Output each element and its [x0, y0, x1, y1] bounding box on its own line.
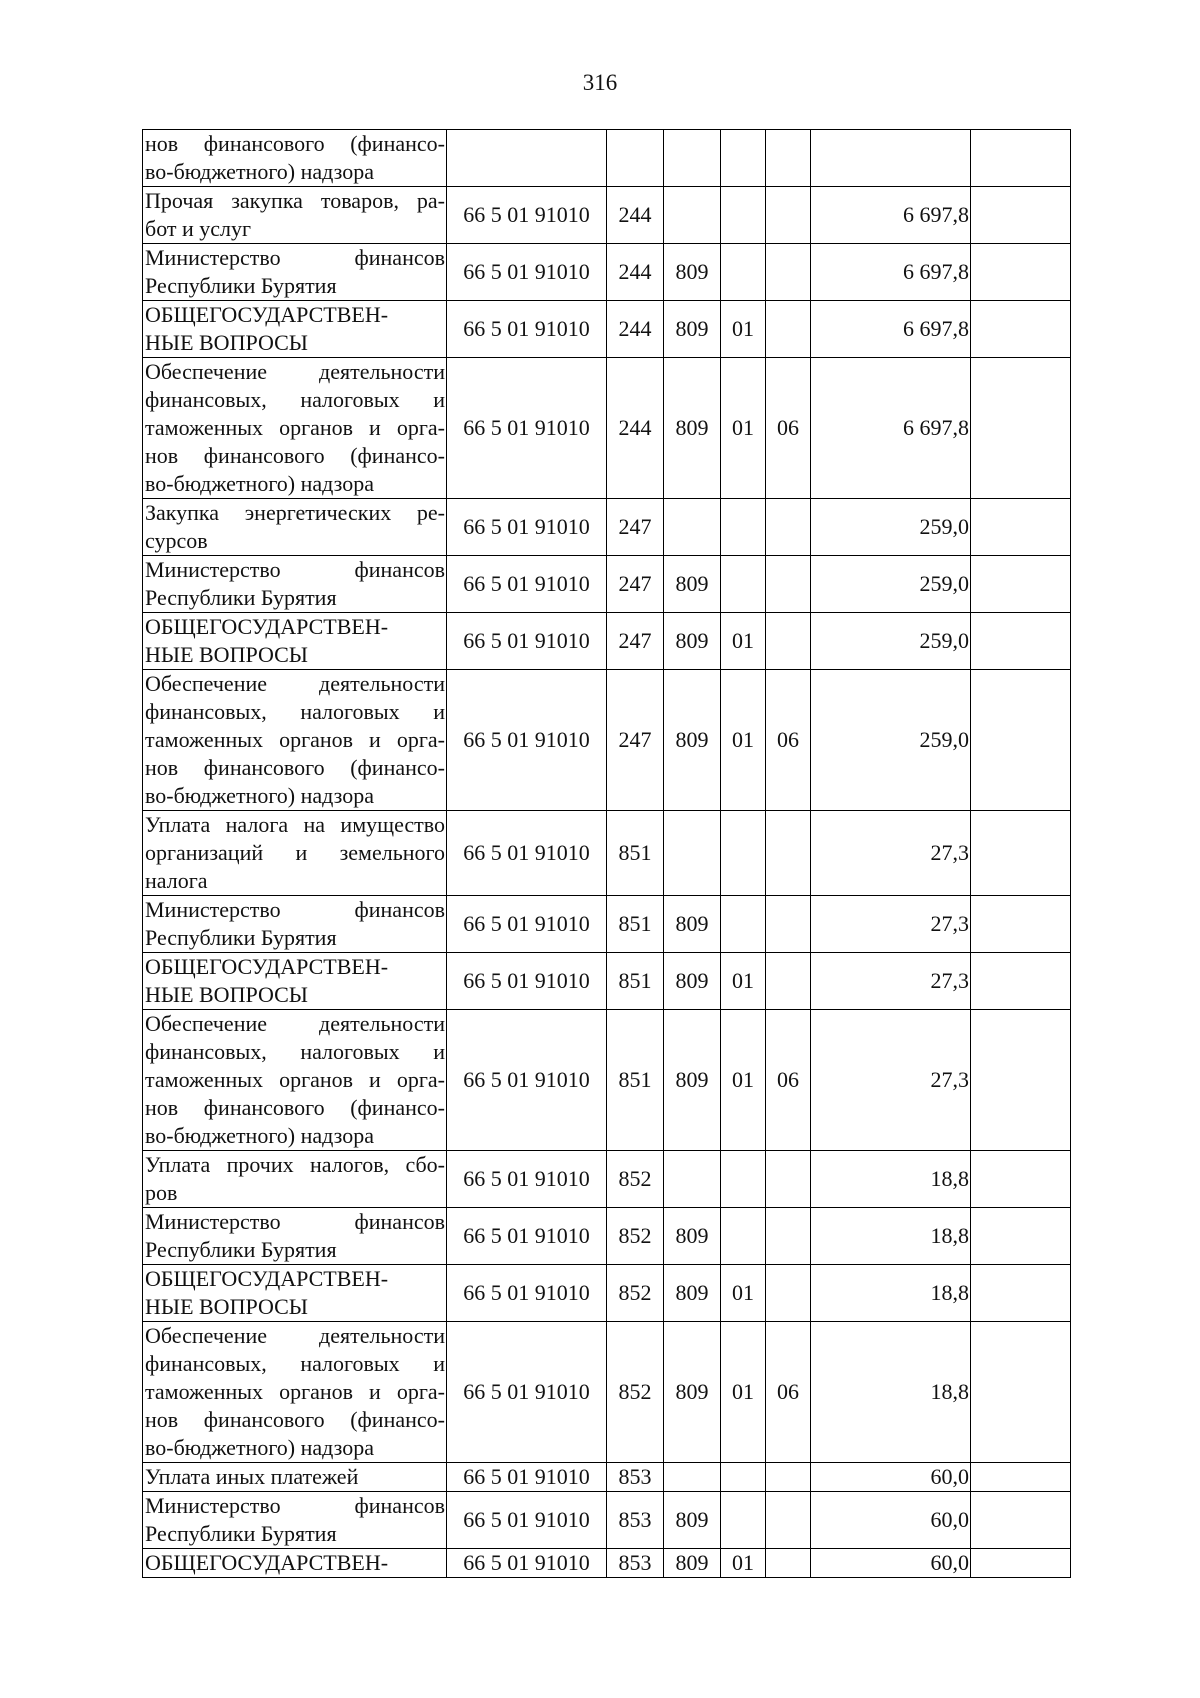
expense-type-cell: 247 — [607, 613, 664, 670]
ministry-code-cell — [664, 187, 721, 244]
amount-cell: 259,0 — [811, 670, 971, 811]
table-row — [143, 1265, 1071, 1322]
table-row — [143, 1492, 1071, 1549]
expense-type-cell: 853 — [607, 1463, 664, 1492]
item-name-line: финансовых, налоговых и — [145, 1351, 445, 1376]
target-article-cell: 66 5 01 91010 — [447, 613, 607, 670]
amount-cell: 259,0 — [811, 613, 971, 670]
subsection-cell — [766, 556, 811, 613]
table-row — [143, 187, 1071, 244]
subsection-cell — [766, 1492, 811, 1549]
section-cell: 01 — [721, 953, 766, 1010]
item-name-line: Обеспечение деятельности — [145, 1323, 445, 1348]
subsection-cell — [766, 499, 811, 556]
subsection-cell — [766, 130, 811, 187]
item-name-line: Министерство финансов — [145, 1209, 445, 1234]
table-row — [143, 1151, 1071, 1208]
target-article-cell: 66 5 01 91010 — [447, 953, 607, 1010]
subsection-cell: 06 — [766, 1322, 811, 1463]
section-cell: 01 — [721, 358, 766, 499]
item-name-line: нов финансового (финансо- — [145, 1407, 445, 1432]
expense-type-cell: 853 — [607, 1549, 664, 1578]
section-cell — [721, 130, 766, 187]
empty-cell — [971, 953, 1071, 1010]
section-cell — [721, 896, 766, 953]
item-name-cell — [143, 1208, 447, 1265]
empty-cell — [971, 301, 1071, 358]
section-cell — [721, 1151, 766, 1208]
item-name-line: нов финансового (финансо- — [145, 443, 445, 468]
item-name-line: Обеспечение деятельности — [145, 359, 445, 384]
section-cell — [721, 1208, 766, 1265]
expense-type-cell: 851 — [607, 953, 664, 1010]
expense-type-cell: 244 — [607, 358, 664, 499]
amount-cell: 259,0 — [811, 499, 971, 556]
empty-cell — [971, 187, 1071, 244]
item-name-line: Республики Бурятия — [145, 1237, 337, 1262]
expense-type-cell: 851 — [607, 1010, 664, 1151]
item-name-line: нов финансового (финансо- — [145, 131, 445, 156]
empty-cell — [971, 244, 1071, 301]
expense-type-cell: 852 — [607, 1208, 664, 1265]
item-name-cell — [143, 613, 447, 670]
expense-type-cell: 247 — [607, 556, 664, 613]
item-name-line: сурсов — [145, 528, 208, 553]
target-article-cell: 66 5 01 91010 — [447, 1492, 607, 1549]
subsection-cell — [766, 811, 811, 896]
target-article-cell: 66 5 01 91010 — [447, 1010, 607, 1151]
item-name-line: ОБЩЕГОСУДАРСТВЕН- — [145, 614, 389, 639]
target-article-cell: 66 5 01 91010 — [447, 811, 607, 896]
ministry-code-cell: 809 — [664, 1549, 721, 1578]
subsection-cell: 06 — [766, 670, 811, 811]
amount-cell: 6 697,8 — [811, 301, 971, 358]
amount-cell: 6 697,8 — [811, 358, 971, 499]
empty-cell — [971, 1463, 1071, 1492]
amount-cell: 18,8 — [811, 1322, 971, 1463]
section-cell — [721, 187, 766, 244]
item-name-line: Министерство финансов — [145, 897, 445, 922]
empty-cell — [971, 130, 1071, 187]
table-row — [143, 811, 1071, 896]
empty-cell — [971, 358, 1071, 499]
item-name-line: налога — [145, 868, 208, 893]
item-name-cell — [143, 1463, 447, 1492]
section-cell: 01 — [721, 1265, 766, 1322]
target-article-cell: 66 5 01 91010 — [447, 1322, 607, 1463]
amount-cell: 60,0 — [811, 1463, 971, 1492]
empty-cell — [971, 1208, 1071, 1265]
expense-type-cell: 853 — [607, 1492, 664, 1549]
item-name-cell — [143, 301, 447, 358]
target-article-cell: 66 5 01 91010 — [447, 1208, 607, 1265]
target-article-cell: 66 5 01 91010 — [447, 1265, 607, 1322]
budget-table — [142, 129, 1071, 1578]
section-cell — [721, 499, 766, 556]
item-name-cell — [143, 1322, 447, 1463]
item-name-cell — [143, 1492, 447, 1549]
table-row — [143, 953, 1071, 1010]
item-name-cell — [143, 499, 447, 556]
ministry-code-cell — [664, 1463, 721, 1492]
section-cell: 01 — [721, 670, 766, 811]
item-name-line: Министерство финансов — [145, 245, 445, 270]
item-name-line: Министерство финансов — [145, 557, 445, 582]
amount-cell: 6 697,8 — [811, 244, 971, 301]
ministry-code-cell: 809 — [664, 244, 721, 301]
table-row — [143, 130, 1071, 187]
item-name-line: бот и услуг — [145, 216, 252, 241]
target-article-cell: 66 5 01 91010 — [447, 358, 607, 499]
table-row — [143, 613, 1071, 670]
table-row — [143, 896, 1071, 953]
table-row — [143, 358, 1071, 499]
subsection-cell — [766, 1265, 811, 1322]
target-article-cell: 66 5 01 91010 — [447, 896, 607, 953]
item-name-cell — [143, 1549, 447, 1578]
subsection-cell: 06 — [766, 1010, 811, 1151]
section-cell — [721, 1492, 766, 1549]
table-body — [143, 130, 1071, 1578]
empty-cell — [971, 613, 1071, 670]
empty-cell — [971, 1322, 1071, 1463]
item-name-cell — [143, 1010, 447, 1151]
expense-type-cell: 852 — [607, 1322, 664, 1463]
ministry-code-cell: 809 — [664, 1010, 721, 1151]
amount-cell: 18,8 — [811, 1208, 971, 1265]
item-name-line: во-бюджетного) надзора — [145, 1123, 374, 1148]
subsection-cell — [766, 1151, 811, 1208]
amount-cell: 18,8 — [811, 1151, 971, 1208]
subsection-cell — [766, 301, 811, 358]
item-name-line: Республики Бурятия — [145, 925, 337, 950]
amount-cell: 27,3 — [811, 896, 971, 953]
ministry-code-cell: 809 — [664, 556, 721, 613]
amount-cell: 60,0 — [811, 1492, 971, 1549]
table-row — [143, 1010, 1071, 1151]
expense-type-cell: 244 — [607, 301, 664, 358]
amount-cell — [811, 130, 971, 187]
ministry-code-cell: 809 — [664, 1322, 721, 1463]
ministry-code-cell — [664, 130, 721, 187]
section-cell — [721, 556, 766, 613]
section-cell — [721, 1463, 766, 1492]
empty-cell — [971, 670, 1071, 811]
table-row — [143, 670, 1071, 811]
section-cell: 01 — [721, 301, 766, 358]
section-cell: 01 — [721, 1010, 766, 1151]
expense-type-cell: 852 — [607, 1151, 664, 1208]
expense-type-cell: 244 — [607, 244, 664, 301]
expense-type-cell — [607, 130, 664, 187]
item-name-cell — [143, 130, 447, 187]
target-article-cell: 66 5 01 91010 — [447, 301, 607, 358]
item-name-cell — [143, 244, 447, 301]
item-name-line: НЫЕ ВОПРОСЫ — [145, 330, 308, 355]
subsection-cell — [766, 187, 811, 244]
page-number: 316 — [582, 70, 618, 95]
empty-cell — [971, 1010, 1071, 1151]
subsection-cell — [766, 613, 811, 670]
empty-cell — [971, 556, 1071, 613]
item-name-line: ОБЩЕГОСУДАРСТВЕН- — [145, 302, 389, 327]
item-name-line: во-бюджетного) надзора — [145, 1435, 374, 1460]
table-row — [143, 1463, 1071, 1492]
section-cell: 01 — [721, 1549, 766, 1578]
subsection-cell — [766, 1463, 811, 1492]
amount-cell: 27,3 — [811, 953, 971, 1010]
subsection-cell — [766, 244, 811, 301]
item-name-line: во-бюджетного) надзора — [145, 783, 374, 808]
target-article-cell: 66 5 01 91010 — [447, 244, 607, 301]
target-article-cell: 66 5 01 91010 — [447, 187, 607, 244]
empty-cell — [971, 1492, 1071, 1549]
amount-cell: 27,3 — [811, 1010, 971, 1151]
expense-type-cell: 851 — [607, 896, 664, 953]
table-row — [143, 301, 1071, 358]
empty-cell — [971, 499, 1071, 556]
item-name-cell — [143, 670, 447, 811]
ministry-code-cell: 809 — [664, 1208, 721, 1265]
item-name-line: нов финансового (финансо- — [145, 1095, 445, 1120]
item-name-cell — [143, 1265, 447, 1322]
target-article-cell: 66 5 01 91010 — [447, 670, 607, 811]
item-name-line: финансовых, налоговых и — [145, 1039, 445, 1064]
expense-type-cell: 247 — [607, 499, 664, 556]
ministry-code-cell: 809 — [664, 613, 721, 670]
item-name-line: во-бюджетного) надзора — [145, 471, 374, 496]
item-name-line: НЫЕ ВОПРОСЫ — [145, 982, 308, 1007]
amount-cell: 27,3 — [811, 811, 971, 896]
ministry-code-cell — [664, 811, 721, 896]
item-name-line: Уплата налога на имущество — [145, 812, 445, 837]
item-name-line: ров — [145, 1180, 178, 1205]
item-name-cell — [143, 811, 447, 896]
amount-cell: 60,0 — [811, 1549, 971, 1578]
item-name-line: таможенных органов и орга- — [145, 415, 445, 440]
section-cell — [721, 811, 766, 896]
item-name-line: Уплата иных платежей — [145, 1464, 359, 1489]
item-name-line: Республики Бурятия — [145, 585, 337, 610]
table-row — [143, 1549, 1071, 1578]
empty-cell — [971, 1151, 1071, 1208]
subsection-cell — [766, 1208, 811, 1265]
item-name-line: Республики Бурятия — [145, 273, 337, 298]
expense-type-cell: 852 — [607, 1265, 664, 1322]
item-name-cell — [143, 1151, 447, 1208]
item-name-line: финансовых, налоговых и — [145, 387, 445, 412]
subsection-cell — [766, 896, 811, 953]
table-row — [143, 1322, 1071, 1463]
ministry-code-cell — [664, 1151, 721, 1208]
ministry-code-cell: 809 — [664, 358, 721, 499]
target-article-cell: 66 5 01 91010 — [447, 556, 607, 613]
ministry-code-cell: 809 — [664, 953, 721, 1010]
item-name-cell — [143, 358, 447, 499]
item-name-line: НЫЕ ВОПРОСЫ — [145, 1294, 308, 1319]
item-name-cell — [143, 953, 447, 1010]
item-name-line: Уплата прочих налогов, сбо- — [145, 1152, 445, 1177]
item-name-line: финансовых, налоговых и — [145, 699, 445, 724]
item-name-line: НЫЕ ВОПРОСЫ — [145, 642, 308, 667]
amount-cell: 18,8 — [811, 1265, 971, 1322]
table-row — [143, 556, 1071, 613]
item-name-cell — [143, 896, 447, 953]
table-row — [143, 1208, 1071, 1265]
ministry-code-cell: 809 — [664, 896, 721, 953]
item-name-line: Обеспечение деятельности — [145, 671, 445, 696]
target-article-cell: 66 5 01 91010 — [447, 1151, 607, 1208]
expense-type-cell: 247 — [607, 670, 664, 811]
amount-cell: 259,0 — [811, 556, 971, 613]
subsection-cell — [766, 1549, 811, 1578]
expense-type-cell: 851 — [607, 811, 664, 896]
empty-cell — [971, 1265, 1071, 1322]
item-name-line: таможенных органов и орга- — [145, 1067, 445, 1092]
target-article-cell: 66 5 01 91010 — [447, 1549, 607, 1578]
target-article-cell — [447, 130, 607, 187]
item-name-line: нов финансового (финансо- — [145, 755, 445, 780]
table-row — [143, 499, 1071, 556]
subsection-cell: 06 — [766, 358, 811, 499]
item-name-line: Обеспечение деятельности — [145, 1011, 445, 1036]
item-name-line: Республики Бурятия — [145, 1521, 337, 1546]
section-cell: 01 — [721, 1322, 766, 1463]
ministry-code-cell — [664, 499, 721, 556]
ministry-code-cell: 809 — [664, 301, 721, 358]
amount-cell: 6 697,8 — [811, 187, 971, 244]
target-article-cell: 66 5 01 91010 — [447, 499, 607, 556]
item-name-line: организаций и земельного — [145, 840, 445, 865]
empty-cell — [971, 1549, 1071, 1578]
ministry-code-cell: 809 — [664, 1492, 721, 1549]
item-name-line: таможенных органов и орга- — [145, 1379, 445, 1404]
section-cell — [721, 244, 766, 301]
table-row — [143, 244, 1071, 301]
item-name-line: во-бюджетного) надзора — [145, 159, 374, 184]
ministry-code-cell: 809 — [664, 670, 721, 811]
ministry-code-cell: 809 — [664, 1265, 721, 1322]
item-name-line: ОБЩЕГОСУДАРСТВЕН- — [145, 1266, 389, 1291]
item-name-line: Закупка энергетических ре- — [145, 500, 445, 525]
item-name-line: таможенных органов и орга- — [145, 727, 445, 752]
section-cell: 01 — [721, 613, 766, 670]
item-name-cell — [143, 187, 447, 244]
expense-type-cell: 244 — [607, 187, 664, 244]
subsection-cell — [766, 953, 811, 1010]
item-name-line: ОБЩЕГОСУДАРСТВЕН- — [145, 1550, 389, 1575]
item-name-line: ОБЩЕГОСУДАРСТВЕН- — [145, 954, 389, 979]
item-name-cell — [143, 556, 447, 613]
item-name-line: Министерство финансов — [145, 1493, 445, 1518]
empty-cell — [971, 811, 1071, 896]
target-article-cell: 66 5 01 91010 — [447, 1463, 607, 1492]
empty-cell — [971, 896, 1071, 953]
item-name-line: Прочая закупка товаров, ра- — [145, 188, 445, 213]
